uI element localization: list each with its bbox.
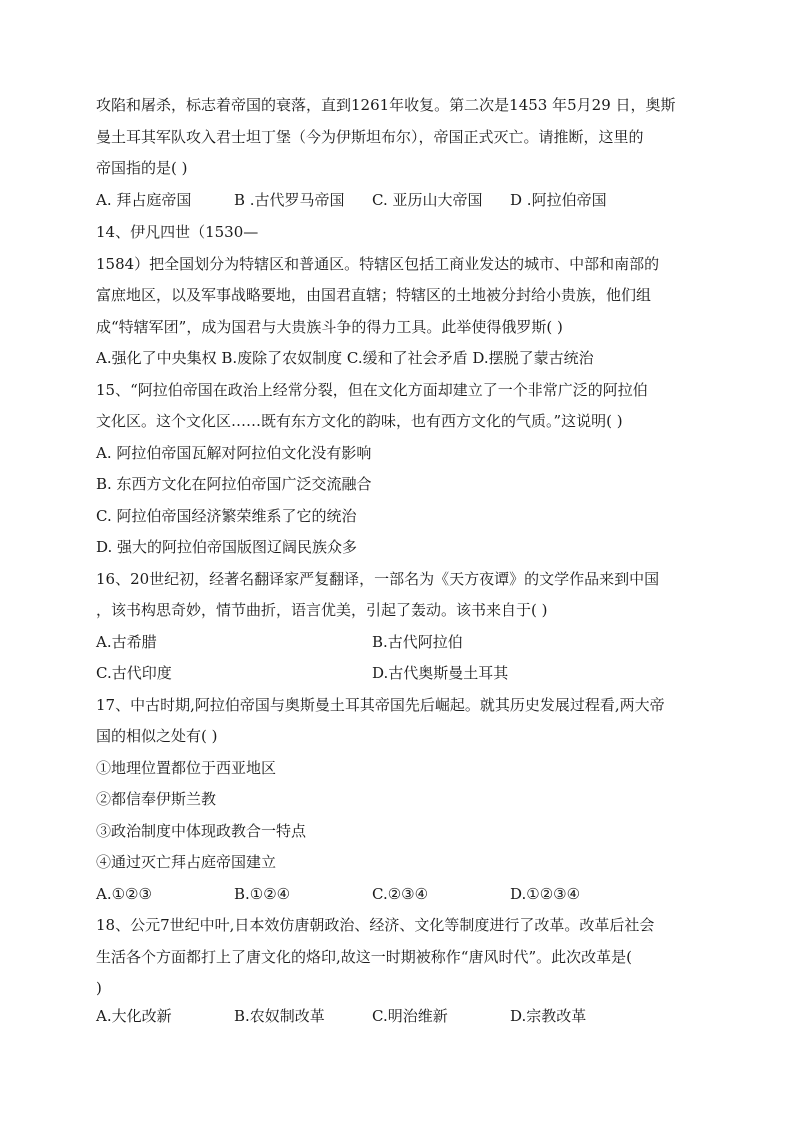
q16-stem-line-2: ，该书构思奇妙，情节曲折，语言优美，引起了轰动。该书来自于( ): [96, 601, 548, 619]
q14-stem-line-2: 1584）把全国划分为特辖区和普通区。特辖区包括工商业发达的城市、中部和南部的: [96, 255, 660, 273]
q15-option-d: D. 强大的阿拉伯帝国版图辽阔民族众多: [96, 538, 358, 556]
q15-option-c: C. 阿拉伯帝国经济繁荣维系了它的统治: [96, 507, 357, 525]
q14-stem-line-3: 富庶地区，以及军事战略要地，由国君直辖；特辖区的土地被分封给小贵族，他们组: [96, 286, 652, 304]
q18-stem-line-2: 生活各个方面都打上了唐文化的烙印,故这一时期被称作“唐风时代”。此次改革是(: [96, 948, 632, 966]
q16-option-c: C.古代印度: [96, 664, 172, 682]
q16-option-d: D.古代奥斯曼土耳其: [372, 664, 509, 682]
q16-option-a: A.古希腊: [96, 633, 157, 651]
q15-option-b: B. 东西方文化在阿拉伯帝国广泛交流融合: [96, 475, 372, 493]
q16-stem-line-1: 16、20世纪初，经著名翻译家严复翻译，一部名为《天方夜谭》的文学作品来到中国: [96, 570, 660, 588]
q13-option-a: A. 拜占庭帝国: [96, 191, 192, 209]
q13-option-d: D .阿拉伯帝国: [510, 191, 607, 209]
q13-stem-line-3: 帝国指的是( ): [96, 159, 188, 177]
q13-option-b: B .古代罗马帝国: [234, 191, 345, 209]
q17-option-b: B.①②④: [234, 885, 291, 903]
q17-stem-line-2: 国的相似之处有( ): [96, 727, 218, 745]
q17-item-2: ②都信奉伊斯兰教: [96, 790, 217, 808]
q17-item-4: ④通过灭亡拜占庭帝国建立: [96, 853, 277, 871]
q15-stem-line-2: 文化区。这个文化区……既有东方文化的韵味，也有西方文化的气质。”这说明( ): [96, 412, 623, 430]
q18-stem-line-1: 18、公元7世纪中叶,日本效仿唐朝政治、经济、文化等制度进行了改革。改革后社会: [96, 916, 655, 934]
q17-option-a: A.①②③: [96, 885, 152, 903]
q16-option-b: B.古代阿拉伯: [372, 633, 463, 651]
q18-option-c: C.明治维新: [372, 1007, 448, 1025]
q18-option-a: A.大化改新: [96, 1007, 172, 1025]
q13-option-c: C. 亚历山大帝国: [372, 191, 483, 209]
q14-options: A.强化了中央集权 B.废除了农奴制度 C.缓和了社会矛盾 D.摆脱了蒙古统治: [96, 349, 594, 367]
q17-stem-line-1: 17、中古时期,阿拉伯帝国与奥斯曼土耳其帝国先后崛起。就其历史发展过程看,两大帝: [96, 696, 665, 714]
q14-stem-line-1: 14、伊凡四世（1530—: [96, 223, 259, 241]
q17-item-1: ①地理位置都位于西亚地区: [96, 759, 277, 777]
q15-option-a: A. 阿拉伯帝国瓦解对阿拉伯文化没有影响: [96, 444, 372, 462]
q18-stem-line-3: ): [96, 979, 102, 997]
q18-option-d: D.宗教改革: [510, 1007, 587, 1025]
q13-stem-line-1: 攻陷和屠杀，标志着帝国的衰落，直到1261年收复。第二次是1453 年5月29 日，奥斯: [96, 96, 676, 114]
q17-item-3: ③政治制度中体现政教合一特点: [96, 822, 307, 840]
q18-option-b: B.农奴制改革: [234, 1007, 325, 1025]
q17-option-d: D.①②③④: [510, 885, 581, 903]
q13-stem-line-2: 曼土耳其军队攻入君士坦丁堡（今为伊斯坦布尔），帝国正式灭亡。请推断，这里的: [96, 128, 644, 146]
q17-option-c: C.②③④: [372, 885, 429, 903]
q14-stem-line-4: 成“特辖军团”，成为国君与大贵族斗争的得力工具。此举使得俄罗斯( ): [96, 318, 563, 336]
q15-stem-line-1: 15、“阿拉伯帝国在政治上经常分裂，但在文化方面却建立了一个非常广泛的阿拉伯: [96, 381, 648, 399]
